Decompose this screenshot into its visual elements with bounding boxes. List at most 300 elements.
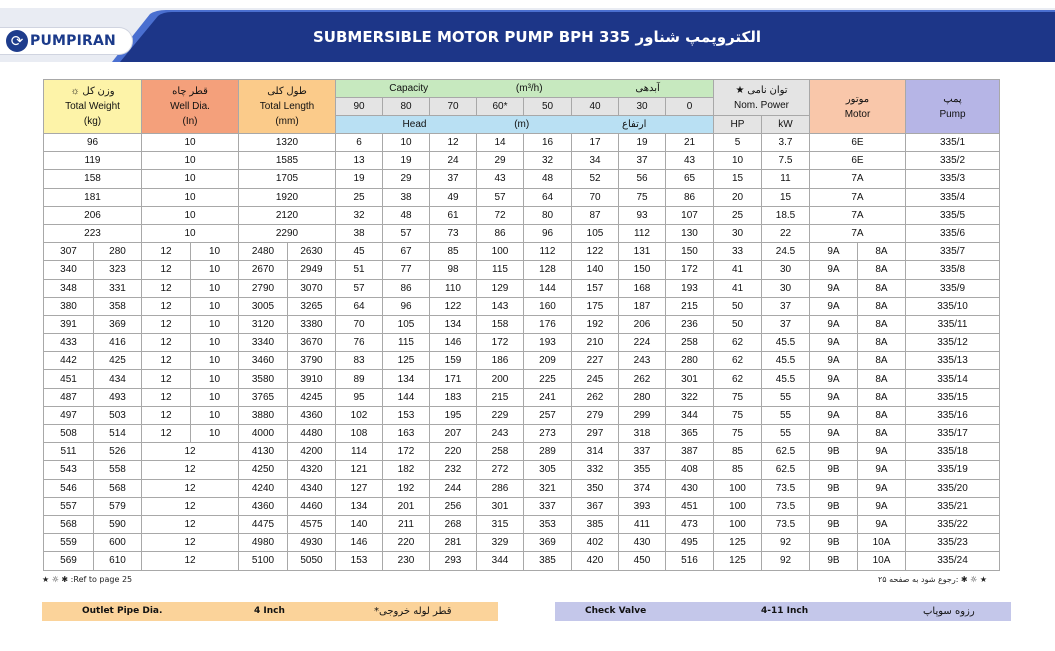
- head-cell: 70: [336, 315, 383, 333]
- well-dia-cell: 10: [191, 261, 239, 279]
- head-cell: 73: [430, 224, 477, 242]
- head-cell: 13: [336, 152, 383, 170]
- table-row: [44, 370, 1000, 388]
- well-dia-cell: 10: [142, 170, 239, 188]
- weight-cell: 590: [94, 515, 142, 533]
- length-cell: 3005: [239, 297, 288, 315]
- head-cell: 6: [336, 134, 383, 152]
- length-cell: 4930: [288, 534, 336, 552]
- well-dia-cell: 10: [191, 406, 239, 424]
- head-cell: 337: [619, 443, 666, 461]
- head-cell: 115: [477, 261, 524, 279]
- kw-cell: 55: [762, 388, 810, 406]
- head-cell: 114: [336, 443, 383, 461]
- outlet-pipe-bar: [42, 602, 498, 621]
- head-cell: 134: [336, 497, 383, 515]
- head-cell: 57: [477, 188, 524, 206]
- kw-cell: 62.5: [762, 443, 810, 461]
- motor-cell: 6E: [810, 152, 906, 170]
- head-cell: 29: [477, 152, 524, 170]
- capacity-value-cell: 0: [666, 98, 714, 116]
- motor-cell: 7A: [810, 224, 906, 242]
- kw-cell: 30: [762, 279, 810, 297]
- well-dia-cell: 10: [142, 134, 239, 152]
- head-cell: 110: [430, 279, 477, 297]
- pump-model-cell: 335/21: [906, 497, 1000, 515]
- head-cell: 107: [666, 206, 714, 224]
- pump-model-cell: 335/15: [906, 388, 1000, 406]
- pump-model-cell: 335/23: [906, 534, 1000, 552]
- weight-cell: 348: [44, 279, 94, 297]
- weight-cell: 119: [44, 152, 142, 170]
- motor-cell: 7A: [810, 188, 906, 206]
- head-cell: 350: [572, 479, 619, 497]
- well-dia-cell: 12: [142, 425, 191, 443]
- kw-cell: 45.5: [762, 352, 810, 370]
- length-cell: 4575: [288, 515, 336, 533]
- weight-cell: 493: [94, 388, 142, 406]
- pump-model-cell: 335/24: [906, 552, 1000, 570]
- footnote-en: ★ ☼ ✱ :Ref to page 25: [42, 575, 133, 584]
- length-cell: 1320: [239, 134, 336, 152]
- kw-cell: 37: [762, 297, 810, 315]
- head-unit: (m): [514, 119, 530, 130]
- table-row: [44, 534, 1000, 552]
- kw-header: kW: [762, 116, 810, 134]
- weight-cell: 579: [94, 497, 142, 515]
- kw-cell: 92: [762, 534, 810, 552]
- pump-header-en: Pump: [939, 108, 966, 120]
- head-cell: 85: [430, 243, 477, 261]
- length-cell: 3910: [288, 370, 336, 388]
- weight-cell: 323: [94, 261, 142, 279]
- head-cell: 37: [430, 170, 477, 188]
- motor-cell: 8A: [858, 334, 906, 352]
- motor-cell: 8A: [858, 425, 906, 443]
- head-cell: 286: [477, 479, 524, 497]
- motor-cell: 9B: [810, 479, 858, 497]
- head-cell: 318: [619, 425, 666, 443]
- weight-cell: 96: [44, 134, 142, 152]
- power-header: [714, 80, 810, 116]
- check-valve-value: 4-11 Inch: [761, 606, 809, 616]
- table-row: [44, 206, 1000, 224]
- motor-cell: 9A: [810, 261, 858, 279]
- head-cell: 332: [572, 461, 619, 479]
- length-cell: 3670: [288, 334, 336, 352]
- length-cell: 2790: [239, 279, 288, 297]
- head-cell: 19: [383, 152, 430, 170]
- head-cell: 245: [572, 370, 619, 388]
- motor-cell: 9A: [810, 388, 858, 406]
- head-cell: 140: [336, 515, 383, 533]
- outlet-pipe-value: 4 Inch: [254, 606, 285, 616]
- weight-cell: 358: [94, 297, 142, 315]
- head-cell: 75: [619, 188, 666, 206]
- weight-cell: 380: [44, 297, 94, 315]
- head-cell: 144: [524, 279, 572, 297]
- head-cell: 297: [572, 425, 619, 443]
- weight-cell: 546: [44, 479, 94, 497]
- head-cell: 153: [336, 552, 383, 570]
- head-cell: 163: [383, 425, 430, 443]
- head-cell: 229: [477, 406, 524, 424]
- head-cell: 220: [430, 443, 477, 461]
- head-cell: 140: [572, 261, 619, 279]
- length-cell: 4340: [288, 479, 336, 497]
- pump-model-cell: 335/3: [906, 170, 1000, 188]
- head-cell: 34: [572, 152, 619, 170]
- weight-cell: 514: [94, 425, 142, 443]
- head-cell: 86: [666, 188, 714, 206]
- well-header: [142, 80, 239, 134]
- hp-cell: 75: [714, 406, 762, 424]
- length-cell: 1705: [239, 170, 336, 188]
- weight-cell: 511: [44, 443, 94, 461]
- head-cell: 268: [430, 515, 477, 533]
- head-cell: 76: [336, 334, 383, 352]
- head-cell: 211: [383, 515, 430, 533]
- outlet-pipe-label-fa: *قطر لوله خروجی: [374, 606, 452, 617]
- weight-cell: 497: [44, 406, 94, 424]
- head-cell: 89: [336, 370, 383, 388]
- head-cell: 176: [524, 315, 572, 333]
- weight-cell: 558: [94, 461, 142, 479]
- length-cell: 3070: [288, 279, 336, 297]
- kw-cell: 73.5: [762, 497, 810, 515]
- motor-cell: 8A: [858, 406, 906, 424]
- pump-model-cell: 335/2: [906, 152, 1000, 170]
- head-cell: 105: [572, 224, 619, 242]
- well-dia-cell: 12: [142, 279, 191, 297]
- head-cell: 70: [572, 188, 619, 206]
- motor-cell: 8A: [858, 388, 906, 406]
- head-cell: 168: [619, 279, 666, 297]
- head-cell: 128: [524, 261, 572, 279]
- head-cell: 227: [572, 352, 619, 370]
- head-cell: 93: [619, 206, 666, 224]
- capacity-header: [336, 80, 714, 98]
- weight-cell: 158: [44, 170, 142, 188]
- pump-header: [906, 80, 1000, 134]
- table-row: [44, 334, 1000, 352]
- hp-cell: 50: [714, 315, 762, 333]
- well-header-fa: قطر چاه: [172, 86, 208, 97]
- head-cell: 337: [524, 497, 572, 515]
- kw-cell: 22: [762, 224, 810, 242]
- table-row: [44, 497, 1000, 515]
- length-header-unit: (mm): [275, 116, 299, 127]
- motor-cell: 9A: [858, 497, 906, 515]
- kw-cell: 55: [762, 406, 810, 424]
- head-cell: 64: [524, 188, 572, 206]
- head-cell: 387: [666, 443, 714, 461]
- head-cell: 87: [572, 206, 619, 224]
- head-cell: 183: [430, 388, 477, 406]
- head-cell: 175: [572, 297, 619, 315]
- table-row: [44, 352, 1000, 370]
- motor-cell: 8A: [858, 243, 906, 261]
- weight-cell: 569: [44, 552, 94, 570]
- head-cell: 32: [524, 152, 572, 170]
- check-valve-label: Check Valve: [585, 606, 647, 616]
- length-cell: 2120: [239, 206, 336, 224]
- weight-cell: 610: [94, 552, 142, 570]
- head-cell: 37: [619, 152, 666, 170]
- head-cell: 365: [666, 425, 714, 443]
- head-cell: 262: [572, 388, 619, 406]
- well-dia-cell: 12: [142, 352, 191, 370]
- weight-header-fa: ☼ وزن کل: [70, 86, 115, 97]
- well-dia-cell: 12: [142, 515, 239, 533]
- head-cell: 321: [524, 479, 572, 497]
- capacity-value-cell: 50: [524, 98, 572, 116]
- head-cell: 95: [336, 388, 383, 406]
- capacity-value-cell: 30: [619, 98, 666, 116]
- weight-cell: 223: [44, 224, 142, 242]
- motor-cell: 9A: [810, 406, 858, 424]
- length-cell: 3460: [239, 352, 288, 370]
- pump-model-cell: 335/1: [906, 134, 1000, 152]
- weight-cell: 508: [44, 425, 94, 443]
- head-cell: 256: [430, 497, 477, 515]
- power-header-en: Nom. Power: [733, 99, 789, 111]
- length-cell: 2670: [239, 261, 288, 279]
- well-dia-cell: 12: [142, 370, 191, 388]
- kw-cell: 11: [762, 170, 810, 188]
- weight-cell: 543: [44, 461, 94, 479]
- head-cell: 193: [524, 334, 572, 352]
- hp-cell: 62: [714, 370, 762, 388]
- head-cell: 45: [336, 243, 383, 261]
- weight-cell: 568: [44, 515, 94, 533]
- well-dia-cell: 10: [142, 188, 239, 206]
- length-cell: 2630: [288, 243, 336, 261]
- pump-model-cell: 335/7: [906, 243, 1000, 261]
- head-cell: 77: [383, 261, 430, 279]
- kw-cell: 18.5: [762, 206, 810, 224]
- motor-cell: 8A: [858, 261, 906, 279]
- head-cell: 207: [430, 425, 477, 443]
- kw-cell: 3.7: [762, 134, 810, 152]
- head-label-en: Head: [402, 119, 427, 130]
- pump-model-cell: 335/4: [906, 188, 1000, 206]
- head-cell: 329: [477, 534, 524, 552]
- weight-cell: 433: [44, 334, 94, 352]
- head-cell: 451: [666, 497, 714, 515]
- well-dia-cell: 12: [142, 406, 191, 424]
- length-cell: 3265: [288, 297, 336, 315]
- well-dia-cell: 10: [142, 224, 239, 242]
- head-cell: 450: [619, 552, 666, 570]
- length-cell: 4200: [288, 443, 336, 461]
- capacity-value-cell: 40: [572, 98, 619, 116]
- length-cell: 4460: [288, 497, 336, 515]
- page-title: SUBMERSIBLE MOTOR PUMP BPH 335 الکتروپمپ شناور: [313, 28, 762, 46]
- kw-cell: 92: [762, 552, 810, 570]
- head-cell: 305: [524, 461, 572, 479]
- hp-cell: 25: [714, 206, 762, 224]
- hp-cell: 100: [714, 497, 762, 515]
- head-cell: 315: [477, 515, 524, 533]
- motor-cell: 9A: [858, 443, 906, 461]
- motor-header: [810, 80, 906, 134]
- length-cell: 5050: [288, 552, 336, 570]
- motor-cell: 9A: [810, 370, 858, 388]
- length-header: [239, 80, 336, 134]
- weight-cell: 206: [44, 206, 142, 224]
- table-row: [44, 170, 1000, 188]
- well-dia-cell: 12: [142, 334, 191, 352]
- motor-cell: 9B: [810, 497, 858, 515]
- head-cell: 279: [572, 406, 619, 424]
- motor-cell: 9B: [810, 461, 858, 479]
- head-cell: 86: [383, 279, 430, 297]
- weight-cell: 307: [44, 243, 94, 261]
- capacity-value-cell: 80: [383, 98, 430, 116]
- weight-cell: 391: [44, 315, 94, 333]
- motor-cell: 9B: [810, 552, 858, 570]
- well-dia-cell: 10: [191, 370, 239, 388]
- head-cell: 200: [477, 370, 524, 388]
- head-cell: 224: [619, 334, 666, 352]
- head-cell: 52: [572, 170, 619, 188]
- table-row: [44, 243, 1000, 261]
- motor-cell: 9A: [810, 315, 858, 333]
- head-cell: 105: [383, 315, 430, 333]
- head-cell: 21: [666, 134, 714, 152]
- length-cell: 4245: [288, 388, 336, 406]
- motor-cell: 8A: [858, 297, 906, 315]
- capacity-value-cell: 90: [336, 98, 383, 116]
- length-cell: 2949: [288, 261, 336, 279]
- head-label-fa: ارتفاع: [622, 119, 647, 130]
- head-cell: 122: [430, 297, 477, 315]
- head-cell: 14: [477, 134, 524, 152]
- head-cell: 56: [619, 170, 666, 188]
- table-row: [44, 515, 1000, 533]
- kw-cell: 37: [762, 315, 810, 333]
- motor-cell: 6E: [810, 134, 906, 152]
- motor-cell: 10A: [858, 534, 906, 552]
- head-cell: 411: [619, 515, 666, 533]
- table-row: [44, 315, 1000, 333]
- head-cell: 131: [619, 243, 666, 261]
- pump-model-cell: 335/8: [906, 261, 1000, 279]
- pump-model-cell: 335/10: [906, 297, 1000, 315]
- head-cell: 289: [524, 443, 572, 461]
- weight-cell: 568: [94, 479, 142, 497]
- motor-cell: 9A: [858, 461, 906, 479]
- head-cell: 112: [524, 243, 572, 261]
- head-cell: 38: [336, 224, 383, 242]
- head-cell: 209: [524, 352, 572, 370]
- head-cell: 127: [336, 479, 383, 497]
- hp-cell: 15: [714, 170, 762, 188]
- kw-cell: 55: [762, 425, 810, 443]
- head-cell: 192: [383, 479, 430, 497]
- head-cell: 130: [666, 224, 714, 242]
- weight-cell: 503: [94, 406, 142, 424]
- head-cell: 98: [430, 261, 477, 279]
- head-cell: 367: [572, 497, 619, 515]
- motor-cell: 9A: [810, 352, 858, 370]
- head-cell: 369: [524, 534, 572, 552]
- head-cell: 280: [619, 388, 666, 406]
- head-cell: 49: [430, 188, 477, 206]
- head-cell: 160: [524, 297, 572, 315]
- length-cell: 1585: [239, 152, 336, 170]
- head-cell: 86: [477, 224, 524, 242]
- weight-cell: 442: [44, 352, 94, 370]
- pump-model-cell: 335/13: [906, 352, 1000, 370]
- motor-cell: 9A: [810, 243, 858, 261]
- hp-cell: 100: [714, 515, 762, 533]
- weight-cell: 340: [44, 261, 94, 279]
- head-cell: 150: [666, 243, 714, 261]
- motor-cell: 8A: [858, 370, 906, 388]
- head-cell: 38: [383, 188, 430, 206]
- well-dia-cell: 10: [191, 388, 239, 406]
- outlet-pipe-label: Outlet Pipe Dia.: [82, 606, 163, 616]
- weight-cell: 451: [44, 370, 94, 388]
- hp-cell: 100: [714, 479, 762, 497]
- head-cell: 19: [619, 134, 666, 152]
- head-cell: 353: [524, 515, 572, 533]
- weight-cell: 487: [44, 388, 94, 406]
- length-cell: 4250: [239, 461, 288, 479]
- length-cell: 2480: [239, 243, 288, 261]
- head-cell: 393: [619, 497, 666, 515]
- length-cell: 3580: [239, 370, 288, 388]
- motor-cell: 7A: [810, 206, 906, 224]
- head-cell: 374: [619, 479, 666, 497]
- head-cell: 273: [524, 425, 572, 443]
- hp-cell: 41: [714, 279, 762, 297]
- length-cell: 4000: [239, 425, 288, 443]
- head-cell: 408: [666, 461, 714, 479]
- head-cell: 159: [430, 352, 477, 370]
- motor-cell: 9A: [810, 425, 858, 443]
- well-dia-cell: 12: [142, 461, 239, 479]
- length-cell: 4130: [239, 443, 288, 461]
- well-dia-cell: 12: [142, 497, 239, 515]
- head-cell: 158: [477, 315, 524, 333]
- length-header-fa: طول کلی: [267, 86, 307, 97]
- head-cell: 257: [524, 406, 572, 424]
- length-cell: 4360: [288, 406, 336, 424]
- head-cell: 51: [336, 261, 383, 279]
- well-dia-cell: 10: [191, 425, 239, 443]
- hp-cell: 33: [714, 243, 762, 261]
- pump-model-cell: 335/17: [906, 425, 1000, 443]
- length-cell: 4475: [239, 515, 288, 533]
- well-dia-cell: 10: [191, 297, 239, 315]
- head-cell: 344: [477, 552, 524, 570]
- table-row: [44, 279, 1000, 297]
- head-cell: 115: [383, 334, 430, 352]
- hp-cell: 10: [714, 152, 762, 170]
- length-cell: 4480: [288, 425, 336, 443]
- well-dia-cell: 12: [142, 479, 239, 497]
- head-cell: 243: [477, 425, 524, 443]
- head-cell: 232: [430, 461, 477, 479]
- weight-cell: 559: [44, 534, 94, 552]
- capacity-label-fa: آبدهی: [635, 83, 660, 94]
- kw-cell: 62.5: [762, 461, 810, 479]
- motor-header-en: Motor: [844, 108, 871, 120]
- pump-model-cell: 335/5: [906, 206, 1000, 224]
